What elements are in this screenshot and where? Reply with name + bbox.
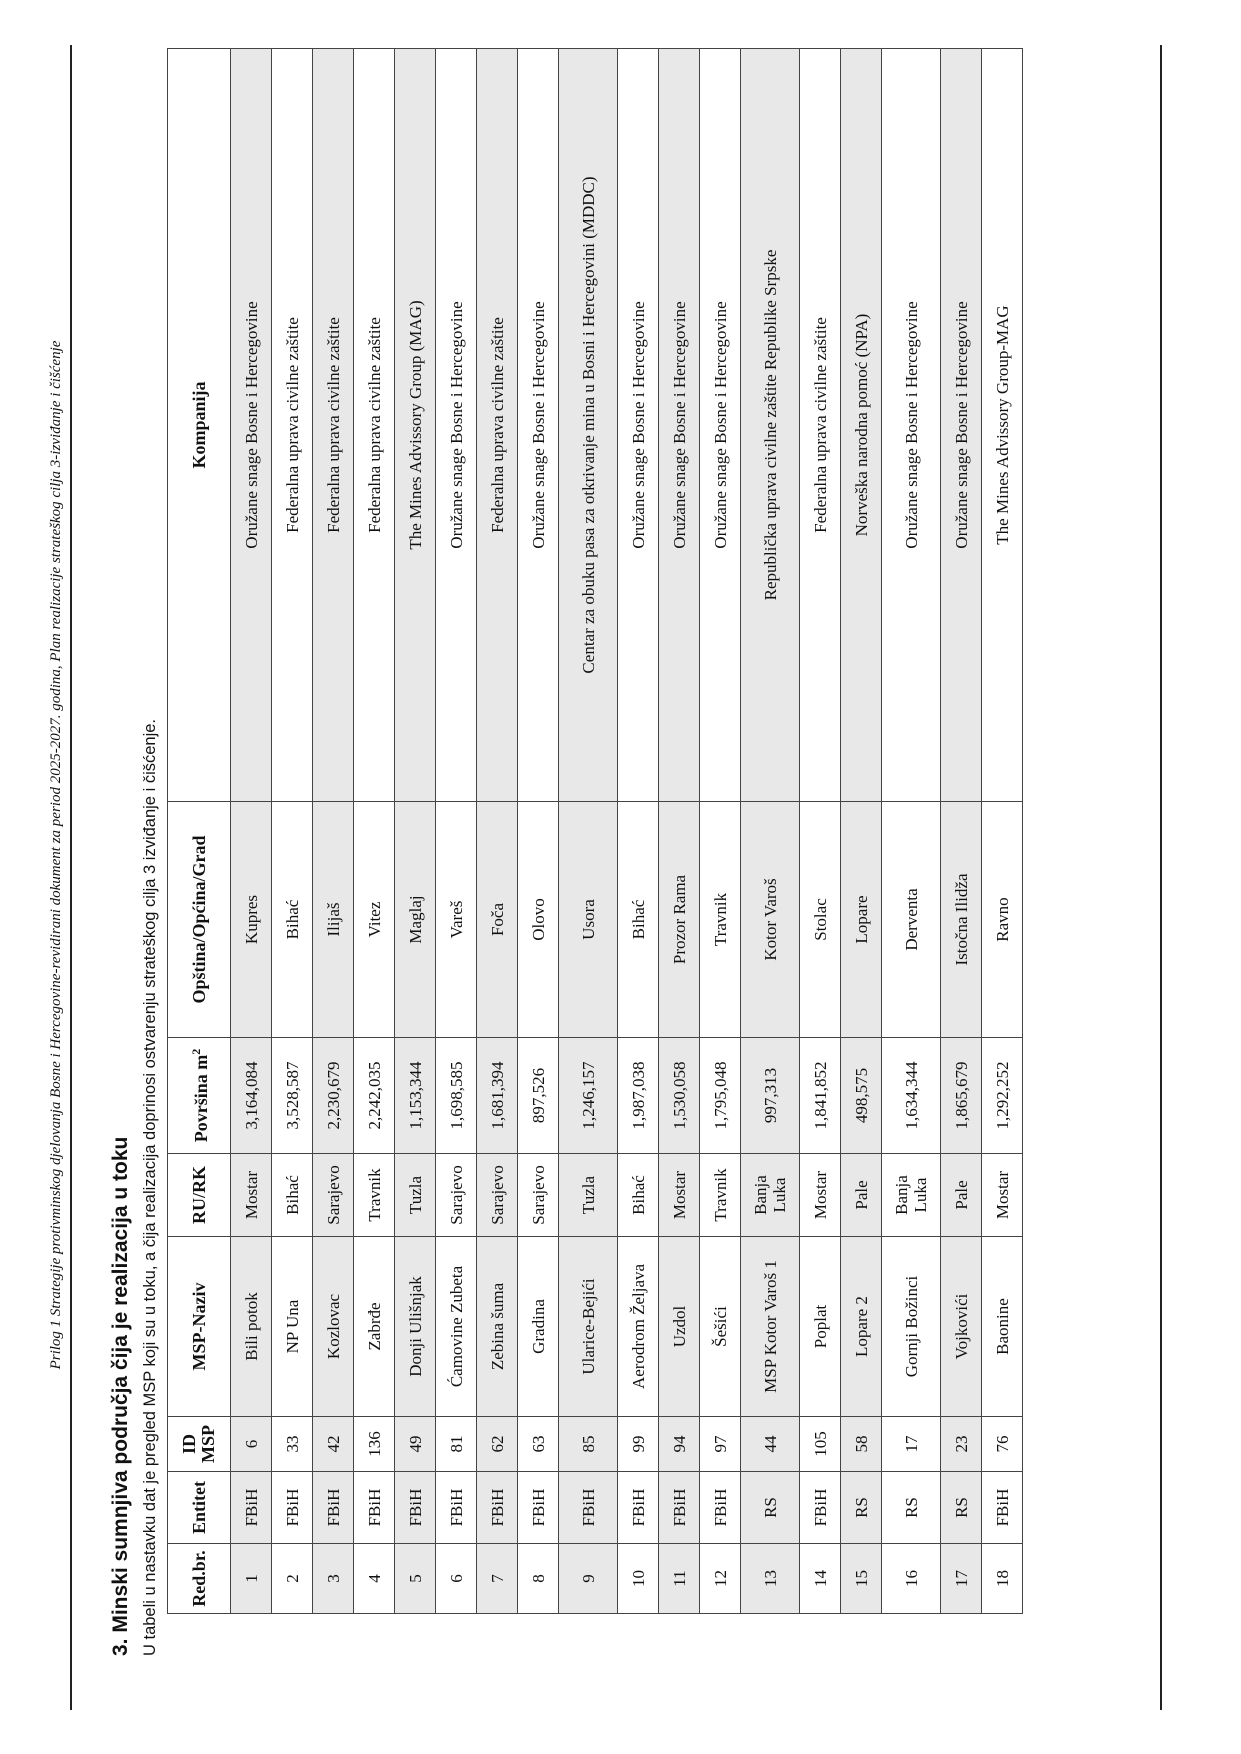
- cell-povrsina: 1,634,344: [882, 1038, 941, 1154]
- cell-msp-naziv: Lopare 2: [841, 1237, 882, 1417]
- cell-id-msp: 81: [436, 1417, 477, 1472]
- header-id-msp: ID MSP: [168, 1417, 231, 1472]
- cell-opstina: Stolac: [800, 802, 841, 1038]
- cell-entitet: FBiH: [272, 1472, 313, 1544]
- section-number: 3.: [109, 1638, 132, 1656]
- section-title-text: Minski sumnjiva područja čija je realizacija u toku: [109, 1136, 132, 1633]
- cell-kompanija: Federalna uprava civilne zaštite: [272, 49, 313, 802]
- page-header: Prilog 1 Strategije protivminskog djelovanja Bosne i Hercegovine-revidirani dokument za period 2025-2027. godina, Plan realizacije strateškog cilja 3-izviđanje i čišćenje: [48, 340, 64, 1370]
- cell-id-msp: 136: [354, 1417, 395, 1472]
- cell-entitet: FBiH: [618, 1472, 659, 1544]
- cell-ru-rk: Bihać: [618, 1154, 659, 1237]
- cell-ru-rk: Travnik: [700, 1154, 741, 1237]
- cell-kompanija: Centar za obuku pasa za otkrivanje mina u Bosni i Hercegovini (MDDC): [559, 49, 618, 802]
- cell-ru-rk: Mostar: [231, 1154, 272, 1237]
- cell-ru-rk: Sarajevo: [477, 1154, 518, 1237]
- cell-id-msp: 63: [518, 1417, 559, 1472]
- cell-povrsina: 1,795,048: [700, 1038, 741, 1154]
- cell-povrsina: 1,865,679: [941, 1038, 982, 1154]
- cell-msp-naziv: Zebina šuma: [477, 1237, 518, 1417]
- cell-red-br: 7: [477, 1544, 518, 1614]
- cell-opstina: Vitez: [354, 802, 395, 1038]
- cell-ru-rk: Bihać: [272, 1154, 313, 1237]
- cell-opstina: Prozor Rama: [659, 802, 700, 1038]
- cell-red-br: 18: [982, 1544, 1023, 1614]
- cell-entitet: FBiH: [518, 1472, 559, 1544]
- cell-povrsina: 498,575: [841, 1038, 882, 1154]
- cell-ru-rk: Sarajevo: [313, 1154, 354, 1237]
- cell-entitet: RS: [882, 1472, 941, 1544]
- cell-red-br: 9: [559, 1544, 618, 1614]
- header-kompanija: Kompanija: [168, 49, 231, 802]
- table-row: [841, 49, 882, 1614]
- cell-kompanija: Republička uprava civilne zaštite Republike Srpske: [741, 49, 800, 802]
- cell-entitet: FBiH: [559, 1472, 618, 1544]
- cell-msp-naziv: Šešići: [700, 1237, 741, 1417]
- table-row: [436, 49, 477, 1614]
- cell-msp-naziv: Poplat: [800, 1237, 841, 1417]
- cell-kompanija: Oružane snage Bosne i Hercegovine: [659, 49, 700, 802]
- cell-ru-rk: Sarajevo: [518, 1154, 559, 1237]
- rotated-page-content: [45, 30, 1045, 1680]
- cell-entitet: FBiH: [659, 1472, 700, 1544]
- cell-id-msp: 33: [272, 1417, 313, 1472]
- cell-ru-rk: Mostar: [982, 1154, 1023, 1237]
- cell-msp-naziv: Kozlovac: [313, 1237, 354, 1417]
- table-header-row: [168, 49, 231, 1614]
- cell-ru-rk: Travnik: [354, 1154, 395, 1237]
- cell-msp-naziv: Bili potok: [231, 1237, 272, 1417]
- header-povrsina-sup: 2: [189, 1048, 203, 1055]
- cell-ru-rk: Banja Luka: [741, 1154, 800, 1237]
- cell-msp-naziv: MSP Kotor Varoš 1: [741, 1237, 800, 1417]
- cell-povrsina: 2,242,035: [354, 1038, 395, 1154]
- cell-opstina: Vareš: [436, 802, 477, 1038]
- cell-red-br: 15: [841, 1544, 882, 1614]
- cell-kompanija: Federalna uprava civilne zaštite: [477, 49, 518, 802]
- cell-kompanija: Federalna uprava civilne zaštite: [800, 49, 841, 802]
- cell-msp-naziv: Gornji Božinci: [882, 1237, 941, 1417]
- cell-opstina: Travnik: [700, 802, 741, 1038]
- cell-povrsina: 1,841,852: [800, 1038, 841, 1154]
- cell-opstina: Kotor Varoš: [741, 802, 800, 1038]
- cell-red-br: 5: [395, 1544, 436, 1614]
- cell-opstina: Maglaj: [395, 802, 436, 1038]
- cell-id-msp: 85: [559, 1417, 618, 1472]
- cell-kompanija: Oružane snage Bosne i Hercegovine: [436, 49, 477, 802]
- table-row: [477, 49, 518, 1614]
- table-row: [559, 49, 618, 1614]
- cell-povrsina: 1,292,252: [982, 1038, 1023, 1154]
- cell-red-br: 3: [313, 1544, 354, 1614]
- cell-opstina: Derventa: [882, 802, 941, 1038]
- cell-opstina: Bihać: [272, 802, 313, 1038]
- header-red-br: Red.br.: [168, 1544, 231, 1614]
- cell-red-br: 17: [941, 1544, 982, 1614]
- cell-msp-naziv: Uzdol: [659, 1237, 700, 1417]
- cell-opstina: Kupres: [231, 802, 272, 1038]
- table-row: [741, 49, 800, 1614]
- cell-entitet: RS: [741, 1472, 800, 1544]
- table-row: [272, 49, 313, 1614]
- cell-id-msp: 6: [231, 1417, 272, 1472]
- section-title: [109, 1137, 133, 1656]
- cell-entitet: FBiH: [395, 1472, 436, 1544]
- cell-red-br: 14: [800, 1544, 841, 1614]
- cell-opstina: Istočna Ilidža: [941, 802, 982, 1038]
- cell-red-br: 2: [272, 1544, 313, 1614]
- cell-povrsina: 2,230,679: [313, 1038, 354, 1154]
- cell-id-msp: 76: [982, 1417, 1023, 1472]
- table-row: [982, 49, 1023, 1614]
- cell-povrsina: 1,530,058: [659, 1038, 700, 1154]
- cell-red-br: 12: [700, 1544, 741, 1614]
- cell-msp-naziv: Zabrđe: [354, 1237, 395, 1417]
- cell-kompanija: Federalna uprava civilne zaštite: [354, 49, 395, 802]
- cell-opstina: Ilijaš: [313, 802, 354, 1038]
- cell-ru-rk: Sarajevo: [436, 1154, 477, 1237]
- cell-entitet: FBiH: [231, 1472, 272, 1544]
- cell-entitet: FBiH: [700, 1472, 741, 1544]
- cell-msp-naziv: Ćamovine Zubeta: [436, 1237, 477, 1417]
- table-row: [659, 49, 700, 1614]
- cell-msp-naziv: Vojkovići: [941, 1237, 982, 1417]
- cell-id-msp: 105: [800, 1417, 841, 1472]
- cell-id-msp: 99: [618, 1417, 659, 1472]
- table-row: [800, 49, 841, 1614]
- cell-entitet: RS: [841, 1472, 882, 1544]
- cell-kompanija: The Mines Advissory Group-MAG: [982, 49, 1023, 802]
- cell-entitet: FBiH: [800, 1472, 841, 1544]
- cell-opstina: Lopare: [841, 802, 882, 1038]
- cell-msp-naziv: NP Una: [272, 1237, 313, 1417]
- table-row: [231, 49, 272, 1614]
- header-povrsina: [168, 1038, 231, 1154]
- cell-povrsina: 3,164,084: [231, 1038, 272, 1154]
- cell-povrsina: 897,526: [518, 1038, 559, 1154]
- table-row: [313, 49, 354, 1614]
- cell-id-msp: 94: [659, 1417, 700, 1472]
- cell-kompanija: Oružane snage Bosne i Hercegovine: [618, 49, 659, 802]
- cell-entitet: RS: [941, 1472, 982, 1544]
- cell-kompanija: Oružane snage Bosne i Hercegovine: [882, 49, 941, 802]
- cell-id-msp: 58: [841, 1417, 882, 1472]
- header-opstina: Opština/Općina/Grad: [168, 802, 231, 1038]
- cell-entitet: FBiH: [982, 1472, 1023, 1544]
- cell-red-br: 16: [882, 1544, 941, 1614]
- table-row: [618, 49, 659, 1614]
- cell-kompanija: Oružane snage Bosne i Hercegovine: [700, 49, 741, 802]
- cell-ru-rk: Mostar: [800, 1154, 841, 1237]
- cell-id-msp: 62: [477, 1417, 518, 1472]
- cell-entitet: FBiH: [313, 1472, 354, 1544]
- cell-povrsina: 3,528,587: [272, 1038, 313, 1154]
- cell-id-msp: 42: [313, 1417, 354, 1472]
- cell-red-br: 6: [436, 1544, 477, 1614]
- cell-ru-rk: Mostar: [659, 1154, 700, 1237]
- cell-msp-naziv: Baonine: [982, 1237, 1023, 1417]
- cell-kompanija: Oružane snage Bosne i Hercegovine: [231, 49, 272, 802]
- page-rule-right: [1160, 45, 1162, 1710]
- cell-povrsina: 997,313: [741, 1038, 800, 1154]
- cell-opstina: Foča: [477, 802, 518, 1038]
- msp-table: [167, 48, 1023, 1614]
- cell-kompanija: Federalna uprava civilne zaštite: [313, 49, 354, 802]
- cell-povrsina: 1,681,394: [477, 1038, 518, 1154]
- cell-msp-naziv: Aerodrom Željava: [618, 1237, 659, 1417]
- cell-ru-rk: Banja Luka: [882, 1154, 941, 1237]
- cell-id-msp: 49: [395, 1417, 436, 1472]
- cell-opstina: Usora: [559, 802, 618, 1038]
- table-row: [518, 49, 559, 1614]
- cell-red-br: 13: [741, 1544, 800, 1614]
- cell-msp-naziv: Donji Ulišnjak: [395, 1237, 436, 1417]
- header-msp-naziv: MSP-Naziv: [168, 1237, 231, 1417]
- cell-kompanija: The Mines Advissory Group (MAG): [395, 49, 436, 802]
- cell-opstina: Olovo: [518, 802, 559, 1038]
- cell-kompanija: Oružane snage Bosne i Hercegovine: [518, 49, 559, 802]
- table-row: [941, 49, 982, 1614]
- cell-msp-naziv: Ularice-Bejići: [559, 1237, 618, 1417]
- table-row: [882, 49, 941, 1614]
- cell-ru-rk: Pale: [941, 1154, 982, 1237]
- cell-kompanija: Oružane snage Bosne i Hercegovine: [941, 49, 982, 802]
- cell-ru-rk: Tuzla: [559, 1154, 618, 1237]
- table-row: [700, 49, 741, 1614]
- cell-kompanija: Norveška narodna pomoć (NPA): [841, 49, 882, 802]
- cell-red-br: 8: [518, 1544, 559, 1614]
- cell-ru-rk: Pale: [841, 1154, 882, 1237]
- cell-entitet: FBiH: [354, 1472, 395, 1544]
- cell-povrsina: 1,153,344: [395, 1038, 436, 1154]
- cell-id-msp: 23: [941, 1417, 982, 1472]
- cell-povrsina: 1,987,038: [618, 1038, 659, 1154]
- cell-id-msp: 17: [882, 1417, 941, 1472]
- cell-opstina: Bihać: [618, 802, 659, 1038]
- cell-povrsina: 1,698,585: [436, 1038, 477, 1154]
- header-ru-rk: RU/RK: [168, 1154, 231, 1237]
- cell-red-br: 11: [659, 1544, 700, 1614]
- cell-id-msp: 97: [700, 1417, 741, 1472]
- cell-opstina: Ravno: [982, 802, 1023, 1038]
- cell-ru-rk: Tuzla: [395, 1154, 436, 1237]
- section-intro: U tabeli u nastavku dat je pregled MSP koji su u toku, a čija realizacija doprinosi ostvarenju strateškog cilja 3 izviđanje i čišćenje.: [141, 718, 159, 1656]
- cell-red-br: 10: [618, 1544, 659, 1614]
- table-row: [354, 49, 395, 1614]
- cell-id-msp: 44: [741, 1417, 800, 1472]
- cell-povrsina: 1,246,157: [559, 1038, 618, 1154]
- header-povrsina-text: Površina m: [191, 1054, 211, 1143]
- cell-red-br: 4: [354, 1544, 395, 1614]
- header-entitet: Entitet: [168, 1472, 231, 1544]
- cell-red-br: 1: [231, 1544, 272, 1614]
- cell-msp-naziv: Gradina: [518, 1237, 559, 1417]
- table-row: [395, 49, 436, 1614]
- cell-entitet: FBiH: [436, 1472, 477, 1544]
- cell-entitet: FBiH: [477, 1472, 518, 1544]
